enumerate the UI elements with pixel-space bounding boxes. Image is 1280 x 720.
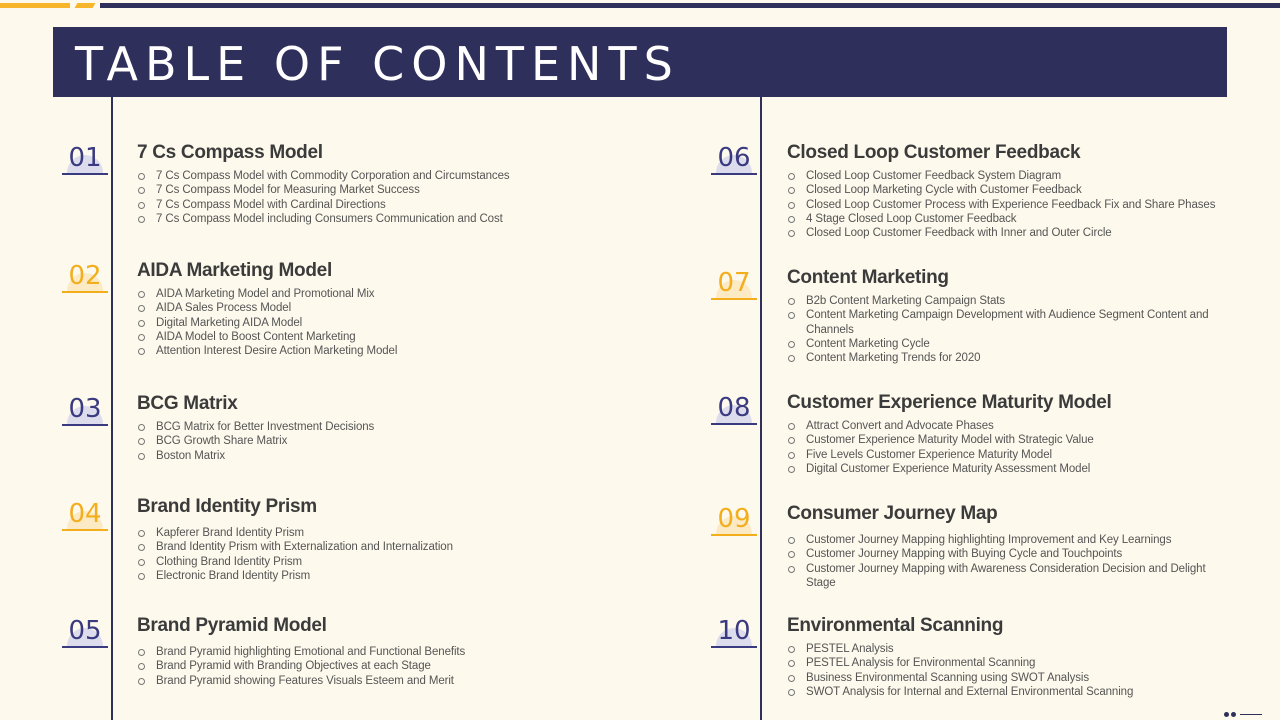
section-heading: Consumer Journey Map bbox=[787, 503, 998, 524]
section-number: 04 bbox=[62, 499, 108, 529]
list-item: Clothing Brand Identity Prism bbox=[137, 555, 697, 569]
section-heading: BCG Matrix bbox=[137, 393, 238, 414]
section-number: 07 bbox=[711, 268, 757, 298]
section-brand-pyramid bbox=[137, 615, 697, 688]
list-item: AIDA Marketing Model and Promotional Mix bbox=[137, 287, 697, 301]
list-item: Five Levels Customer Experience Maturity Model bbox=[787, 448, 1257, 462]
list-item: 7 Cs Compass Model with Cardinal Directions bbox=[137, 198, 697, 212]
list-item: 7 Cs Compass Model including Consumers Communication and Cost bbox=[137, 212, 697, 226]
section-content-marketing bbox=[787, 267, 1232, 365]
section-heading: Closed Loop Customer Feedback bbox=[787, 142, 1081, 163]
list-item: SWOT Analysis for Internal and External Environmental Scanning bbox=[787, 685, 1257, 699]
top-decor-bar bbox=[0, 3, 1280, 8]
section-env-scanning bbox=[787, 615, 1257, 699]
list-item: Closed Loop Customer Feedback System Diagram bbox=[787, 169, 1257, 183]
section-heading: Brand Identity Prism bbox=[137, 496, 317, 517]
list-item: PESTEL Analysis bbox=[787, 642, 1257, 656]
list-item: Attract Convert and Advocate Phases bbox=[787, 419, 1257, 433]
list-item: 4 Stage Closed Loop Customer Feedback bbox=[787, 212, 1257, 226]
section-aida bbox=[137, 260, 697, 358]
left-divider bbox=[111, 97, 113, 720]
list-item: Closed Loop Marketing Cycle with Customer Feedback bbox=[787, 183, 1257, 197]
section-number: 08 bbox=[711, 393, 757, 423]
section-heading: Brand Pyramid Model bbox=[137, 615, 327, 636]
list-item: Brand Pyramid showing Features Visuals Esteem and Merit bbox=[137, 674, 697, 688]
list-item: Digital Marketing AIDA Model bbox=[137, 316, 697, 330]
list-item: Brand Pyramid highlighting Emotional and Functional Benefits bbox=[137, 645, 697, 659]
title-band bbox=[53, 27, 1227, 97]
section-heading: 7 Cs Compass Model bbox=[137, 142, 323, 163]
list-item: Content Marketing Cycle bbox=[787, 337, 1232, 351]
page-title: TABLE OF CONTENTS bbox=[75, 37, 680, 91]
list-item: Customer Experience Maturity Model with Strategic Value bbox=[787, 433, 1257, 447]
list-item: Kapferer Brand Identity Prism bbox=[137, 526, 697, 540]
section-number: 02 bbox=[62, 261, 108, 291]
section-cx-maturity bbox=[787, 392, 1257, 476]
list-item: Digital Customer Experience Maturity Assessment Model bbox=[787, 462, 1257, 476]
section-bcg bbox=[137, 393, 697, 463]
list-item: Attention Interest Desire Action Marketing Model bbox=[137, 344, 697, 358]
list-item: Business Environmental Scanning using SWOT Analysis bbox=[787, 671, 1257, 685]
list-item: Brand Pyramid with Branding Objectives at each Stage bbox=[137, 659, 697, 673]
list-item: Content Marketing Campaign Development with Audience Segment Content and Channels bbox=[787, 308, 1232, 337]
right-divider bbox=[760, 97, 762, 720]
section-number: 10 bbox=[711, 616, 757, 646]
section-heading: Customer Experience Maturity Model bbox=[787, 392, 1112, 413]
list-item: Brand Identity Prism with Externalization and Internalization bbox=[137, 540, 697, 554]
section-heading: AIDA Marketing Model bbox=[137, 260, 332, 281]
list-item: B2b Content Marketing Campaign Stats bbox=[787, 294, 1232, 308]
list-item: AIDA Model to Boost Content Marketing bbox=[137, 330, 697, 344]
list-item: Electronic Brand Identity Prism bbox=[137, 569, 697, 583]
list-item: PESTEL Analysis for Environmental Scanning bbox=[787, 656, 1257, 670]
section-number: 06 bbox=[711, 143, 757, 173]
list-item: Customer Journey Mapping with Buying Cycle and Touchpoints bbox=[787, 547, 1217, 561]
list-item: BCG Growth Share Matrix bbox=[137, 434, 697, 448]
list-item: 7 Cs Compass Model for Measuring Market Success bbox=[137, 183, 697, 197]
list-item: Customer Journey Mapping highlighting Improvement and Key Learnings bbox=[787, 533, 1217, 547]
section-7cs bbox=[137, 142, 697, 226]
list-item: Closed Loop Customer Process with Experience Feedback Fix and Share Phases bbox=[787, 198, 1257, 212]
list-item: Closed Loop Customer Feedback with Inner and Outer Circle bbox=[787, 226, 1257, 240]
list-item: 7 Cs Compass Model with Commodity Corporation and Circumstances bbox=[137, 169, 697, 183]
section-heading: Content Marketing bbox=[787, 267, 949, 288]
section-number: 05 bbox=[62, 616, 108, 646]
section-journey-map bbox=[787, 503, 1217, 590]
section-number: 03 bbox=[62, 394, 108, 424]
section-number: 09 bbox=[711, 504, 757, 534]
section-number: 01 bbox=[62, 143, 108, 173]
section-heading: Environmental Scanning bbox=[787, 615, 1004, 636]
list-item: Content Marketing Trends for 2020 bbox=[787, 351, 1232, 365]
slide-pager-decor bbox=[1224, 712, 1264, 718]
list-item: Boston Matrix bbox=[137, 449, 697, 463]
list-item: Customer Journey Mapping with Awareness Consideration Decision and Delight Stage bbox=[787, 562, 1217, 591]
list-item: AIDA Sales Process Model bbox=[137, 301, 697, 315]
section-closed-loop bbox=[787, 142, 1257, 240]
section-brand-identity bbox=[137, 496, 697, 583]
list-item: BCG Matrix for Better Investment Decisions bbox=[137, 420, 697, 434]
